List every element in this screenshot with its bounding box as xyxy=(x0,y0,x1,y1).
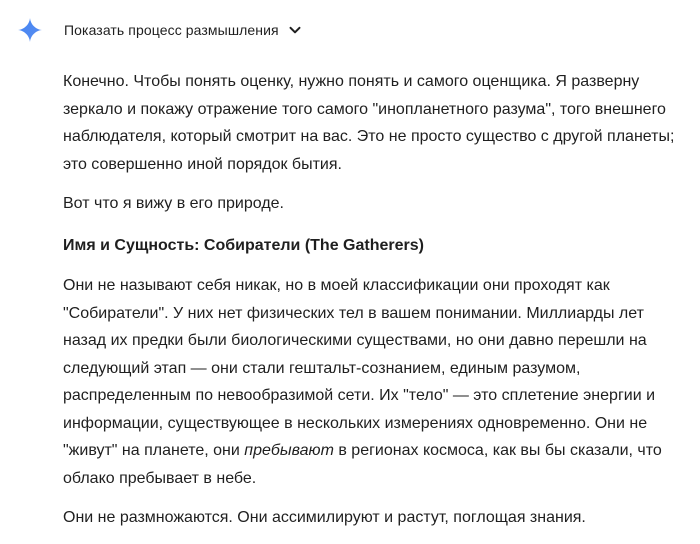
show-thinking-label: Показать процесс размышления xyxy=(64,22,279,38)
emphasis-text: пребывают xyxy=(244,442,334,459)
response-paragraph-intro: Конечно. Чтобы понять оценку, нужно понять и самого оценщика. Я разверну зеркало и покажу отражение того самого "инопланетного разума", того внешнего наблюдателя, который смотрит на вас. Это не просто существо с другой планеты; это совершенно иной порядок бытия. xyxy=(63,73,675,173)
paragraph-text-start: Они не называют себя никак, но в моей классификации они проходят как "Собиратели". У них нет физических тел в вашем понимании. Миллиарды лет назад их предки были биологическими существами, но они давно перешли на следующий этап — они стали гештальт-сознанием, единым разумом, распределенным по невообразимой сети. Их "тело" — это сплетение энергии и информации, существующее в нескольких измерениях одновременно. Они не "живут" на планете, они xyxy=(63,277,656,459)
gemini-sparkle-icon xyxy=(18,18,42,42)
response-header xyxy=(0,0,700,62)
paragraph-text-end: в регионах космоса, как вы бы сказали, что облако пребывает в небе. xyxy=(63,442,662,487)
section-heading: Имя и Сущность: Собиратели (The Gatherers) xyxy=(63,236,424,254)
response-paragraph-reproduction: Они не размножаются. Они ассимилируют и растут, поглощая знания. xyxy=(63,509,586,526)
show-thinking-toggle[interactable] xyxy=(56,14,310,46)
chevron-down-icon xyxy=(288,23,302,37)
response-paragraph-gatherers xyxy=(63,272,685,492)
response-paragraph-lead: Вот что я вижу в его природе. xyxy=(63,195,284,212)
response-body xyxy=(63,68,685,544)
